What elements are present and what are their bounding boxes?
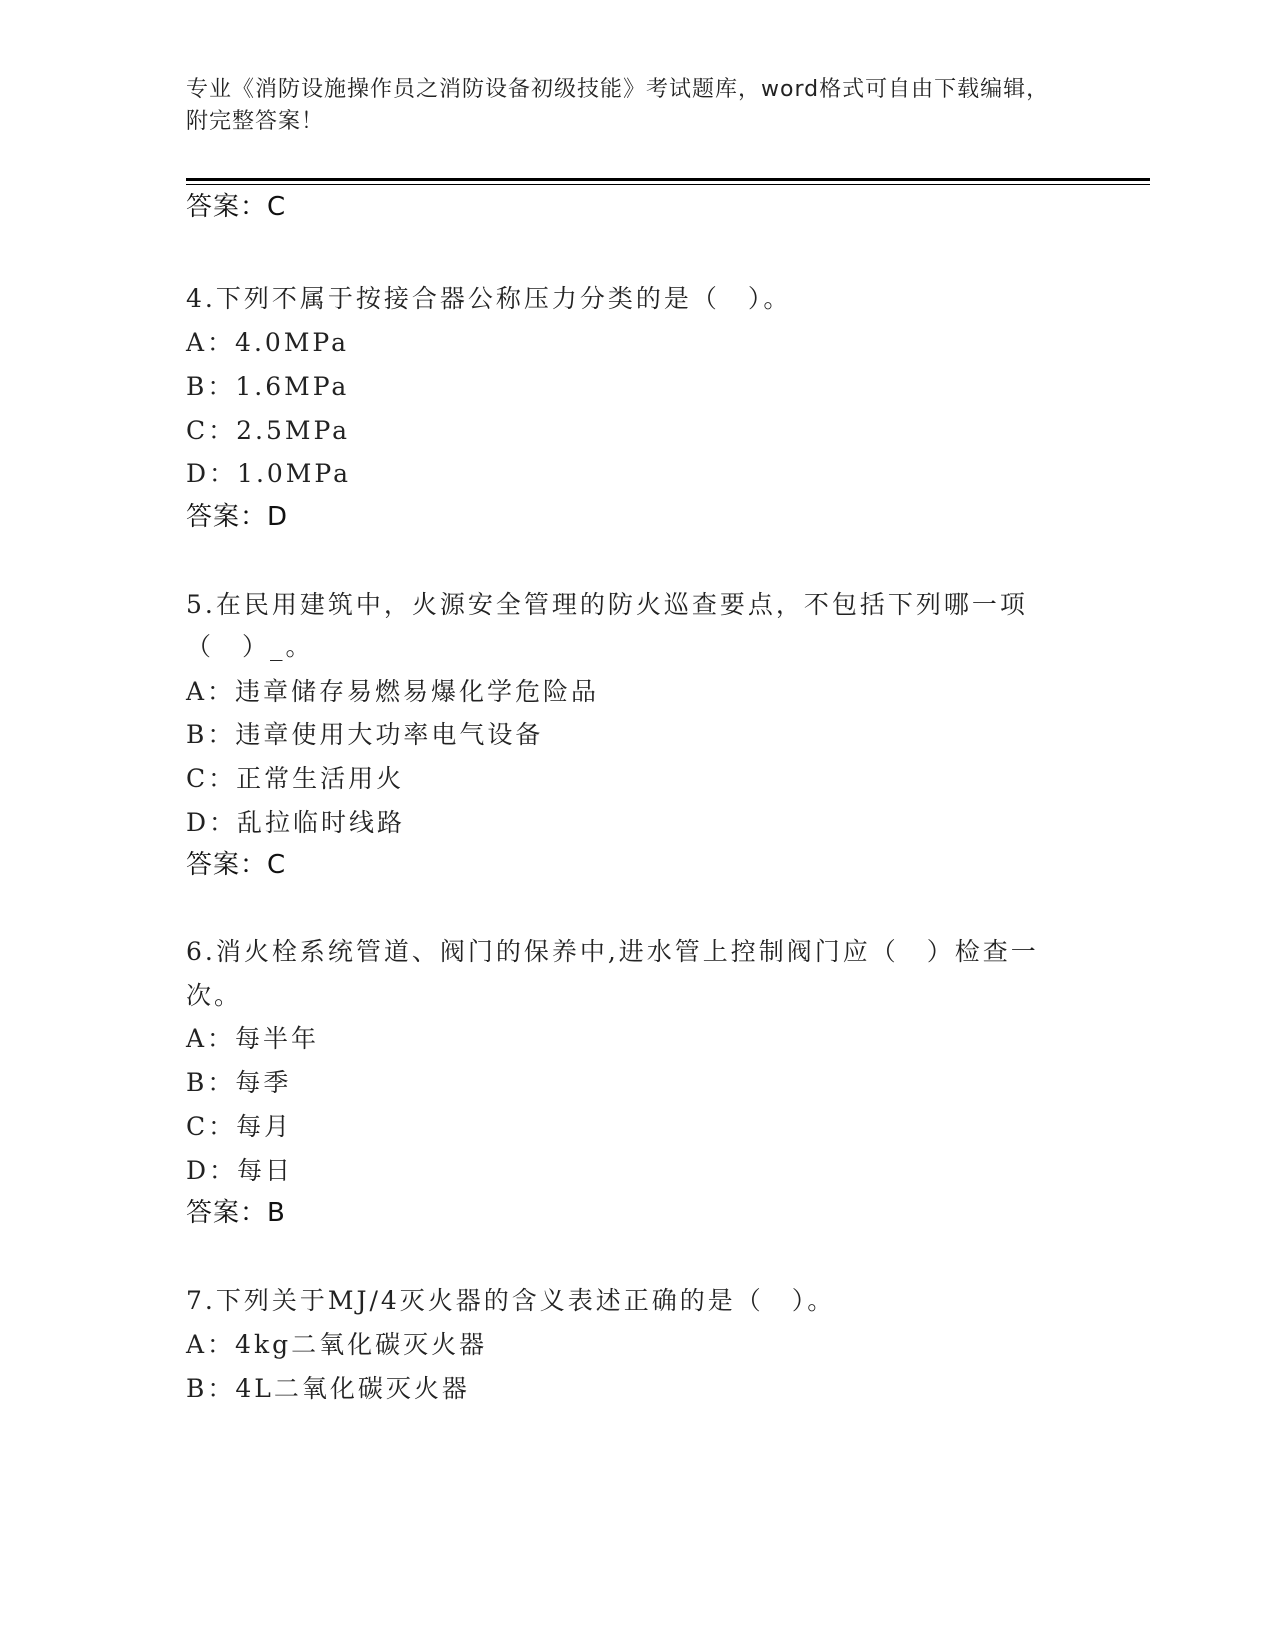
- question-5-option-c: C：正常生活用火: [186, 764, 405, 793]
- question-6-option-d: D：每日: [186, 1156, 294, 1185]
- question-7-option-b: B：4L二氧化碳灭火器: [186, 1374, 470, 1403]
- question-5-option-a: A：违章储存易燃易爆化学危险品: [186, 677, 600, 706]
- document-header: 专业《消防设施操作员之消防设备初级技能》考试题库，word格式可自由下载编辑，附完整答案！: [186, 77, 1050, 134]
- question-4-answer: 答案：D: [186, 502, 289, 532]
- question-5-stem-line-1: 5.在民用建筑中，火源安全管理的防火巡查要点，不包括下列哪一项: [186, 590, 1028, 619]
- question-6-stem-line-2: 次。: [186, 981, 243, 1010]
- question-5-option-b: B：违章使用大功率电气设备: [186, 720, 544, 749]
- question-4-option-d: D：1.0MPa: [186, 459, 352, 488]
- question-5-stem-line-2: （ ）_。: [186, 632, 314, 661]
- question-6-option-c: C：每月: [186, 1112, 293, 1141]
- header-divider-thick: [186, 178, 1150, 181]
- question-7-option-a: A：4kg二氧化碳灭火器: [186, 1330, 488, 1359]
- header-divider-thin: [186, 184, 1150, 185]
- question-4-stem: 4.下列不属于按接合器公称压力分类的是（ ）。: [186, 284, 792, 313]
- answer-prev: 答案：C: [186, 192, 287, 222]
- question-7-stem: 7.下列关于MJ/4灭火器的含义表述正确的是（ ）。: [186, 1286, 836, 1315]
- question-6-stem-line-1: 6.消火栓系统管道、阀门的保养中,进水管上控制阀门应（ ）检查一: [186, 937, 1039, 966]
- question-4-option-b: B：1.6MPa: [186, 372, 350, 401]
- question-5-option-d: D：乱拉临时线路: [186, 808, 406, 837]
- question-6-answer: 答案：B: [186, 1198, 286, 1228]
- question-4-option-a: A：4.0MPa: [186, 328, 350, 357]
- question-6-option-a: A：每半年: [186, 1024, 320, 1053]
- question-5-answer: 答案：C: [186, 850, 287, 880]
- question-6-option-b: B：每季: [186, 1068, 292, 1097]
- question-4-option-c: C：2.5MPa: [186, 416, 351, 445]
